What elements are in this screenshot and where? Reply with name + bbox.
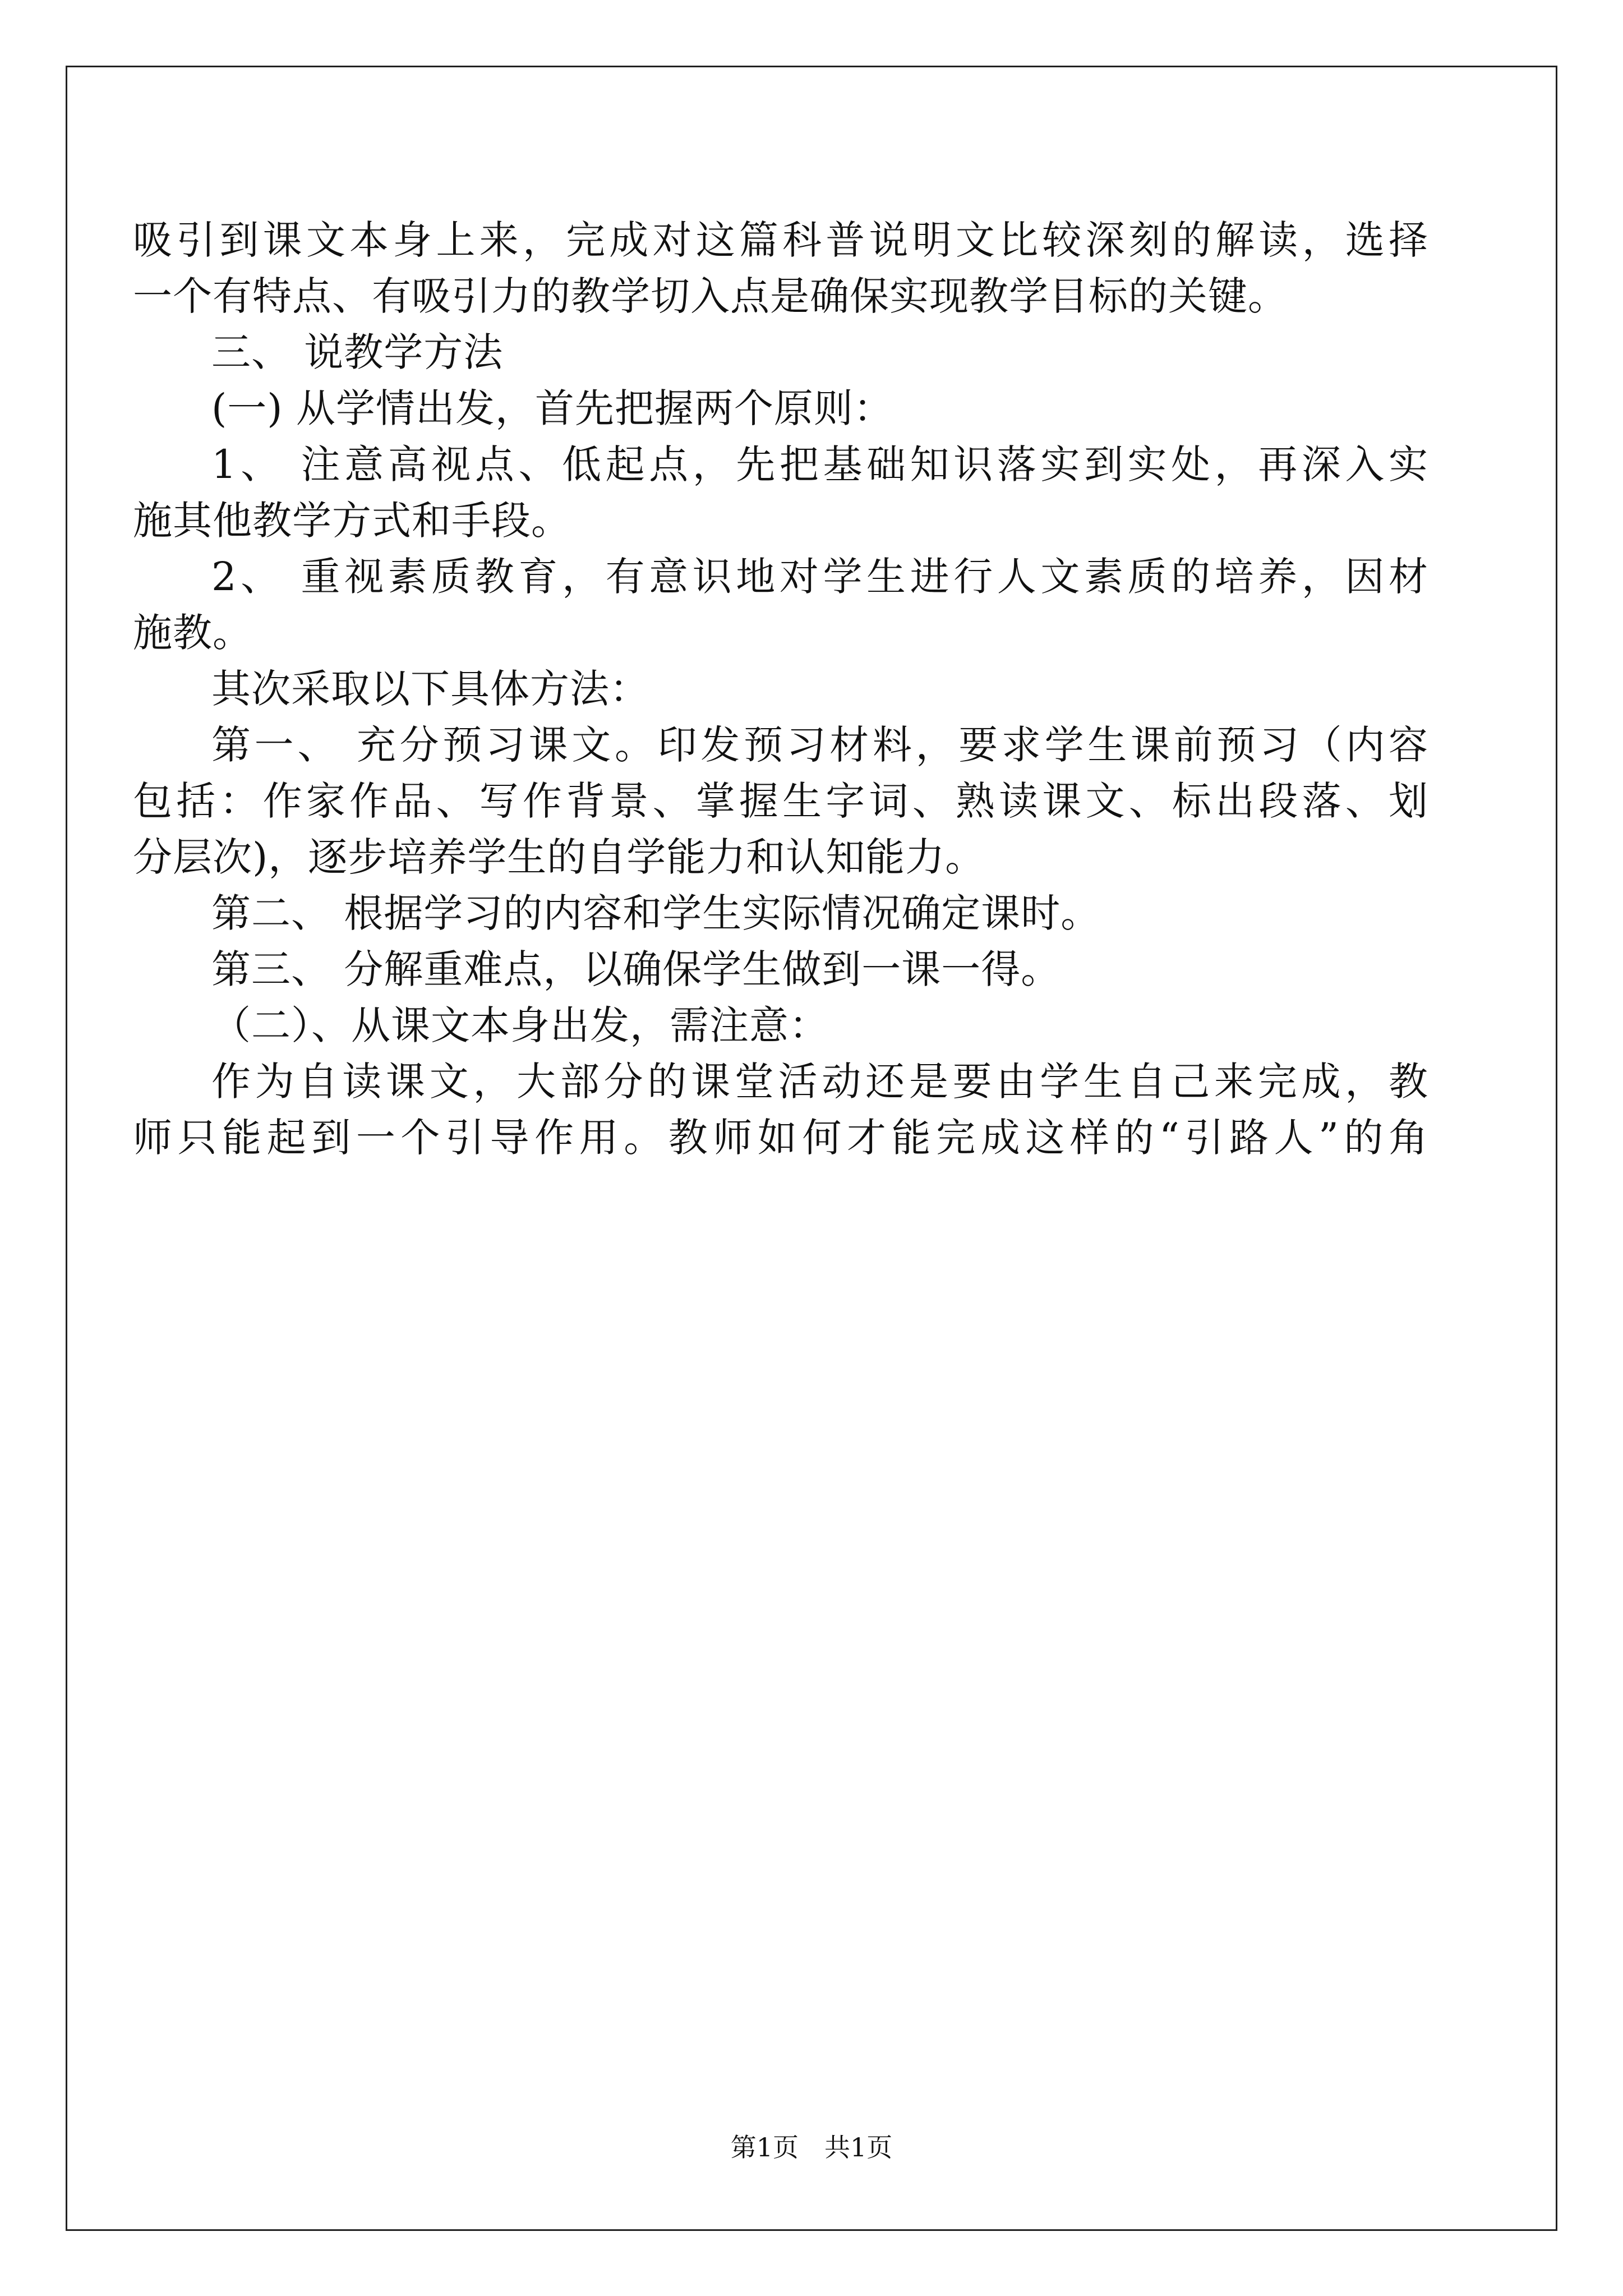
text-line-14: 第三、 分解重难点，以确保学生做到一课一得。	[211, 946, 1061, 992]
text-line-16: 作为自读课文，大部分的课堂活动还是要由学生自己来完成，教	[211, 1059, 1428, 1105]
text-line-13: 第二、 根据学习的内容和学生实际情况确定课时。	[211, 890, 1101, 936]
text-line-2: 一个有特点、有吸引力的教学切入点是确保实现教学目标的关键。	[133, 273, 1288, 319]
page-number-label: 第1页 共1页	[730, 2132, 893, 2162]
text-line-11: 包括：作家作品、写作背景、掌握生字词、熟读课文、标出段落、划	[133, 778, 1428, 824]
text-line-8: 施教。	[133, 610, 252, 656]
text-line-17: 师只能起到一个引导作用。教师如何才能完成这样的“引路人”的角	[133, 1115, 1428, 1161]
text-line-5: 1、 注意高视点、低起点，先把基础知识落实到实处，再深入实	[211, 441, 1428, 487]
subsection-heading-2: （二）、从课文本身出发，需注意：	[211, 1002, 829, 1048]
text-line-12: 分层次)，逐步培养学生的自学能力和认知能力。	[133, 834, 985, 880]
text-line-9: 其次采取以下具体方法：	[211, 666, 649, 712]
section-heading: 三、 说教学方法	[211, 329, 504, 375]
subsection-heading-1: (一) 从学情出发，首先把握两个原则：	[211, 385, 893, 431]
document-body	[133, 212, 1428, 1166]
page-footer	[0, 2131, 1623, 2164]
text-line-6: 施其他教学方式和手段。	[133, 498, 571, 544]
text-line-7: 2、 重视素质教育，有意识地对学生进行人文素质的培养，因材	[211, 554, 1428, 600]
text-line-10: 第一、 充分预习课文。印发预习材料，要求学生课前预习（内容	[211, 722, 1428, 768]
text-line-1: 吸引到课文本身上来，完成对这篇科普说明文比较深刻的解读，选择	[133, 217, 1428, 263]
